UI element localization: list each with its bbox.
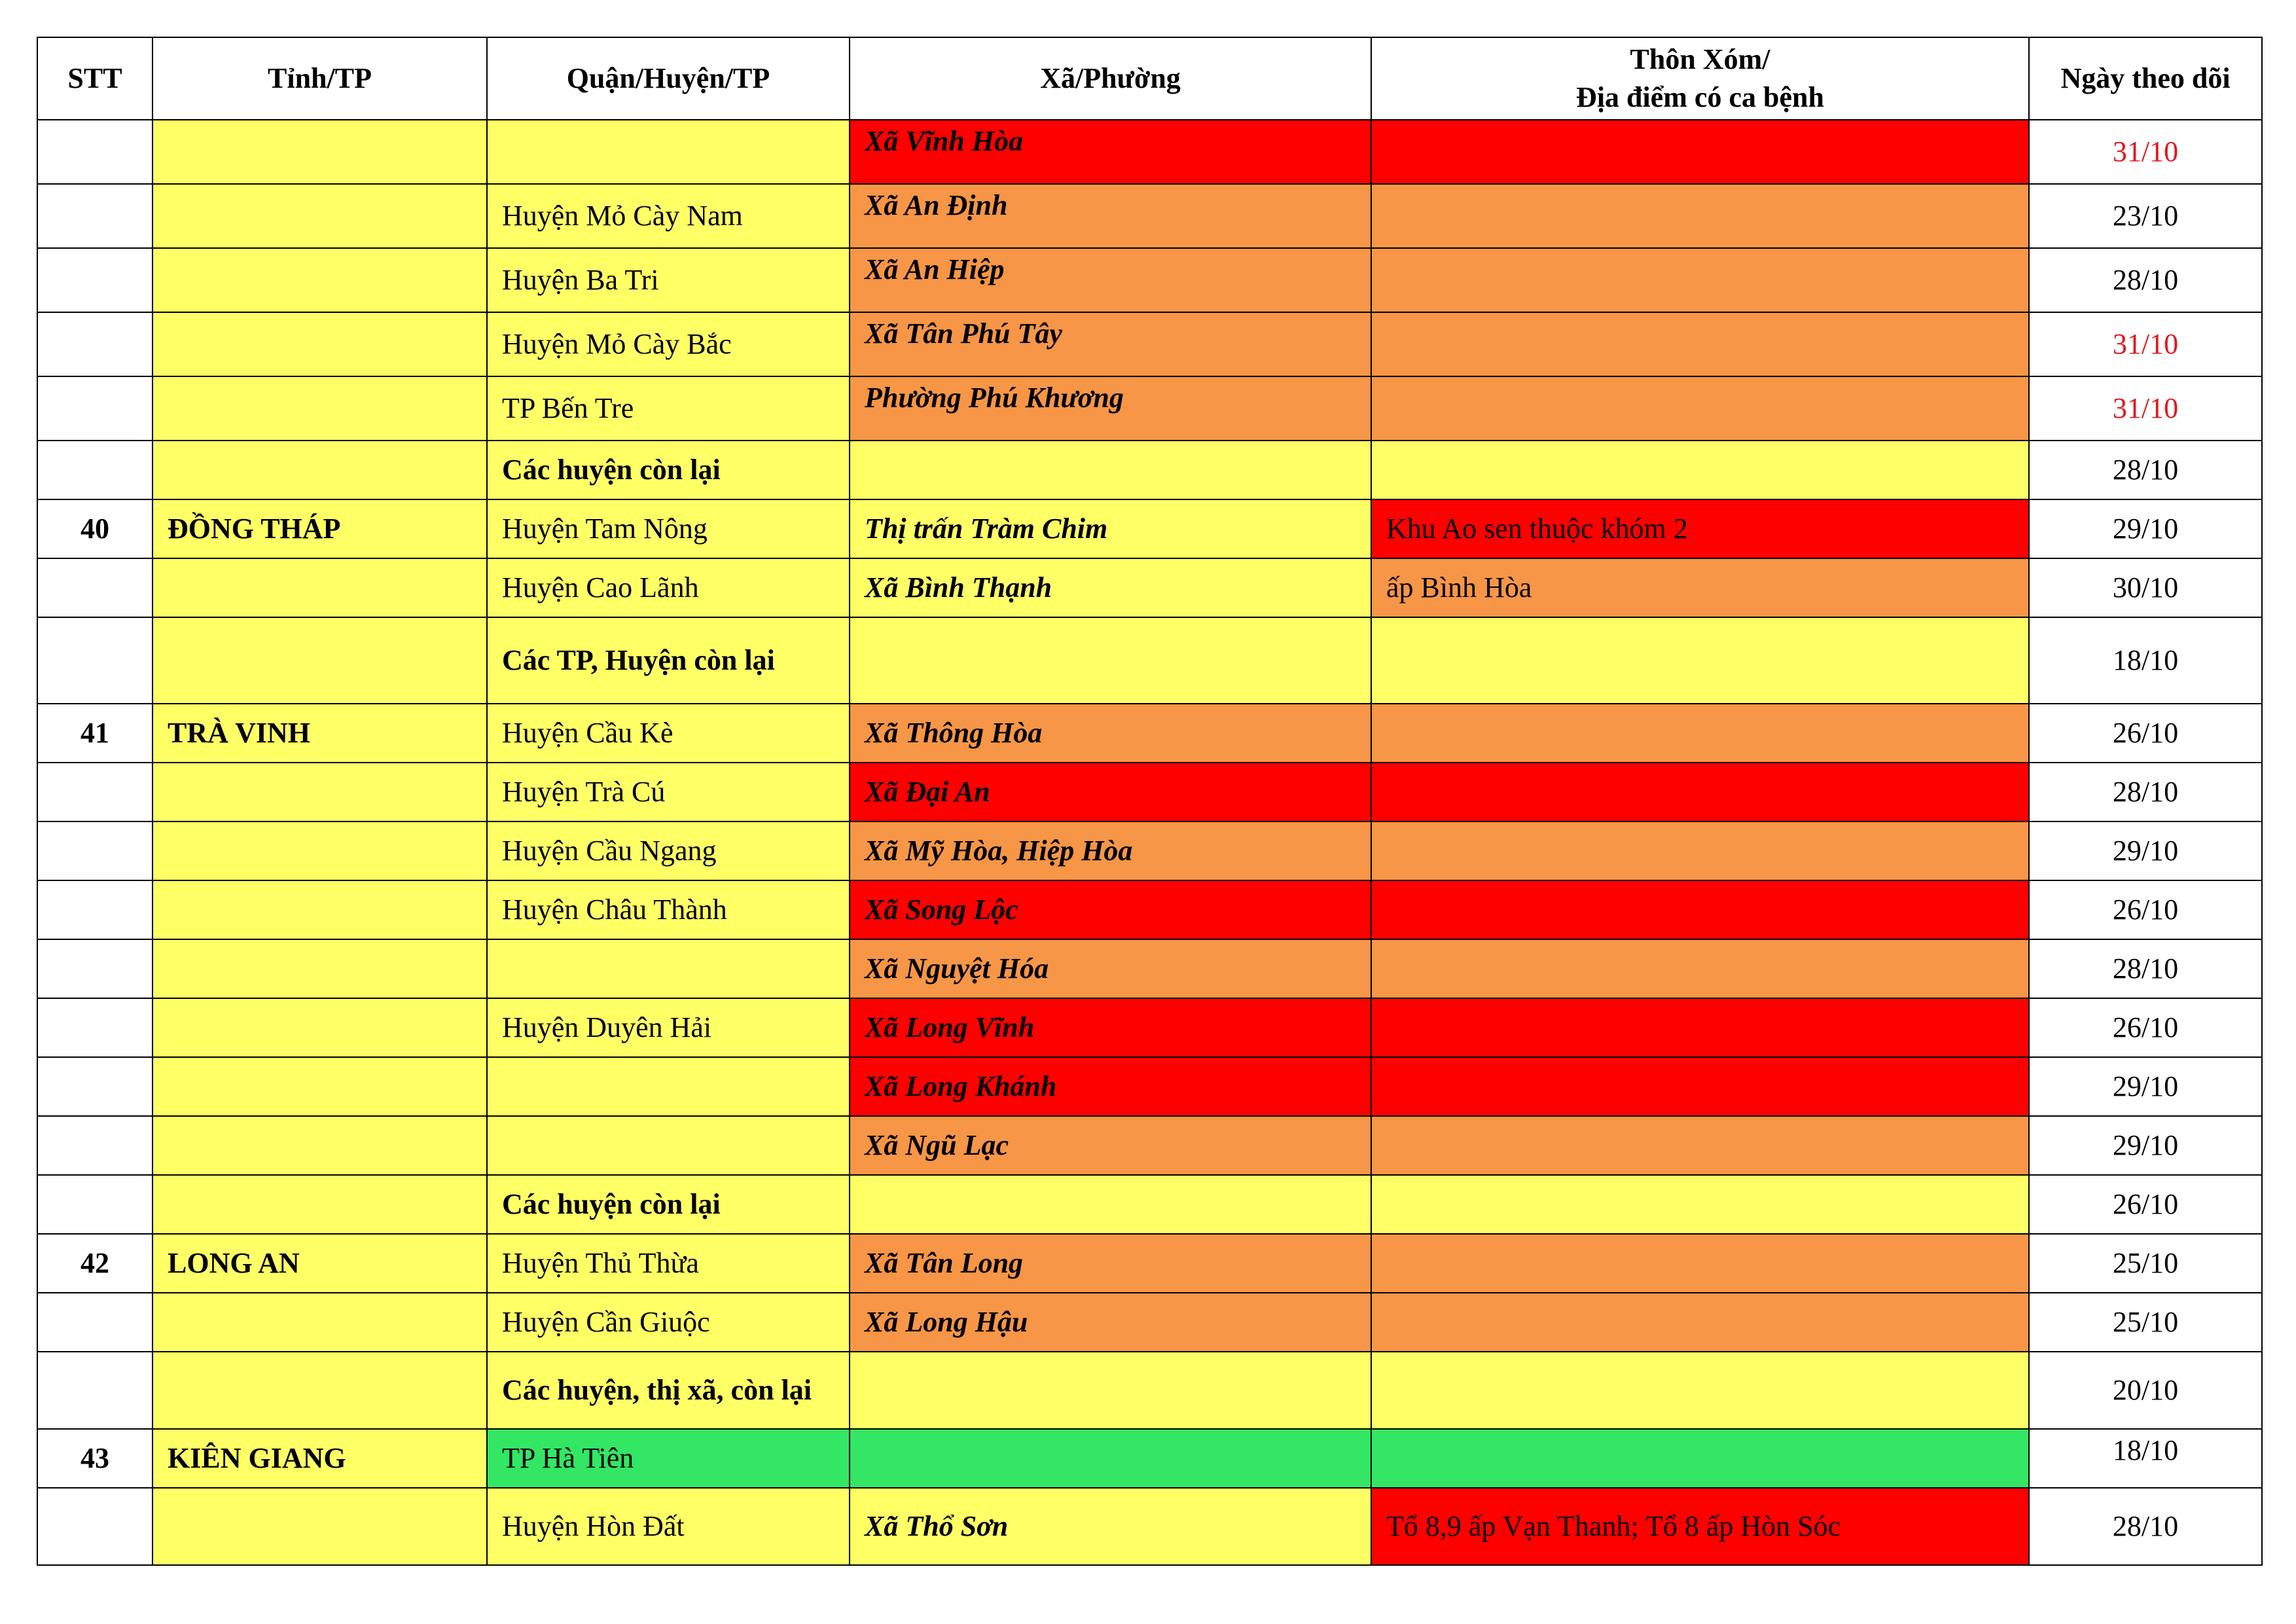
cell-xa: Xã Song Lộc (850, 880, 1371, 939)
cell-thon (1371, 998, 2029, 1057)
cell-thon (1371, 1175, 2029, 1234)
cell-xa (850, 1429, 1371, 1488)
cell-quan: Huyện Ba Tri (487, 248, 850, 312)
cell-quan: Huyện Thủ Thừa (487, 1234, 850, 1293)
cell-xa: Xã Thổ Sơn (850, 1488, 1371, 1565)
cell-thon (1371, 248, 2029, 312)
table-row (37, 312, 2262, 376)
cell-ngay: 29/10 (2029, 821, 2262, 880)
cell-tinh (152, 120, 487, 184)
cell-xa: Xã Long Vĩnh (850, 998, 1371, 1057)
table-row (37, 617, 2262, 704)
cell-xa: Xã Nguyệt Hóa (850, 939, 1371, 998)
cell-xa: Xã Long Hậu (850, 1293, 1371, 1352)
cell-stt (37, 1175, 152, 1234)
cell-ngay: 25/10 (2029, 1234, 2262, 1293)
cell-quan: Huyện Duyên Hải (487, 998, 850, 1057)
cell-ngay: 28/10 (2029, 248, 2262, 312)
cell-xa: Xã Thông Hòa (850, 704, 1371, 763)
cell-tinh: LONG AN (152, 1234, 487, 1293)
cell-thon: ấp Bình Hòa (1371, 558, 2029, 617)
cell-thon (1371, 1057, 2029, 1116)
table-row (37, 376, 2262, 441)
table-row (37, 821, 2262, 880)
table-row (37, 1293, 2262, 1352)
cell-thon (1371, 120, 2029, 184)
table-row (37, 1234, 2262, 1293)
cell-tinh (152, 763, 487, 821)
table-row (37, 704, 2262, 763)
cell-thon (1371, 1234, 2029, 1293)
cell-tinh (152, 1352, 487, 1429)
cell-xa (850, 441, 1371, 499)
cell-stt (37, 617, 152, 704)
header-thon-line1: Thôn Xóm/ (1630, 43, 1770, 75)
cell-xa: Xã Tân Long (850, 1234, 1371, 1293)
cell-xa: Xã Long Khánh (850, 1057, 1371, 1116)
cell-ngay: 28/10 (2029, 441, 2262, 499)
header-row (37, 37, 2262, 120)
cell-thon (1371, 1293, 2029, 1352)
cell-quan: TP Bến Tre (487, 376, 850, 441)
table-row (37, 1488, 2262, 1565)
cell-ngay: 29/10 (2029, 1116, 2262, 1175)
header-thon (1371, 37, 2029, 120)
table-row (37, 441, 2262, 499)
cell-tinh (152, 1488, 487, 1565)
cell-quan: Các huyện còn lại (487, 1175, 850, 1234)
cell-tinh (152, 1293, 487, 1352)
cell-quan: Huyện Mỏ Cày Bắc (487, 312, 850, 376)
cell-stt (37, 184, 152, 248)
cell-xa (850, 1352, 1371, 1429)
cell-stt (37, 120, 152, 184)
cell-stt (37, 248, 152, 312)
cell-quan: Huyện Tam Nông (487, 499, 850, 558)
cell-stt: 42 (37, 1234, 152, 1293)
table-row (37, 1429, 2262, 1488)
cell-tinh (152, 558, 487, 617)
header-tinh: Tỉnh/TP (152, 37, 487, 120)
cell-xa: Xã Mỹ Hòa, Hiệp Hòa (850, 821, 1371, 880)
cell-thon (1371, 763, 2029, 821)
cell-stt (37, 1116, 152, 1175)
cell-tinh (152, 312, 487, 376)
cell-thon (1371, 939, 2029, 998)
cell-thon (1371, 184, 2029, 248)
cell-stt (37, 880, 152, 939)
cell-stt: 41 (37, 704, 152, 763)
cell-quan: Huyện Cao Lãnh (487, 558, 850, 617)
header-ngay: Ngày theo dõi (2029, 37, 2262, 120)
cell-thon (1371, 1352, 2029, 1429)
cell-ngay: 31/10 (2029, 120, 2262, 184)
cell-thon (1371, 312, 2029, 376)
cell-ngay: 28/10 (2029, 939, 2262, 998)
cell-tinh (152, 184, 487, 248)
cell-ngay: 28/10 (2029, 763, 2262, 821)
cell-ngay: 18/10 (2029, 617, 2262, 704)
cell-quan (487, 939, 850, 998)
header-thon-line2: Địa điểm có ca bệnh (1576, 81, 1824, 113)
cell-ngay: 26/10 (2029, 998, 2262, 1057)
cell-quan: Các huyện còn lại (487, 441, 850, 499)
table-row (37, 184, 2262, 248)
cell-tinh (152, 939, 487, 998)
table-row (37, 880, 2262, 939)
cell-xa (850, 1175, 1371, 1234)
cell-stt (37, 558, 152, 617)
cell-ngay: 31/10 (2029, 376, 2262, 441)
cell-quan: Các TP, Huyện còn lại (487, 617, 850, 704)
cell-ngay: 26/10 (2029, 704, 2262, 763)
table-row (37, 248, 2262, 312)
cell-xa: Xã Đại An (850, 763, 1371, 821)
cell-thon (1371, 441, 2029, 499)
cell-stt (37, 998, 152, 1057)
cell-thon (1371, 1429, 2029, 1488)
table-row (37, 763, 2262, 821)
cell-xa: Xã Bình Thạnh (850, 558, 1371, 617)
cell-thon (1371, 821, 2029, 880)
cell-ngay: 20/10 (2029, 1352, 2262, 1429)
cell-thon: Tổ 8,9 ấp Vạn Thanh; Tổ 8 ấp Hòn Sóc (1371, 1488, 2029, 1565)
cell-thon (1371, 1116, 2029, 1175)
cell-tinh: TRÀ VINH (152, 704, 487, 763)
table-row (37, 998, 2262, 1057)
table-row (37, 1175, 2262, 1234)
cell-quan: Huyện Cần Giuộc (487, 1293, 850, 1352)
header-stt: STT (37, 37, 152, 120)
cell-xa: Phường Phú Khương (850, 376, 1371, 441)
cell-tinh (152, 617, 487, 704)
cell-ngay: 31/10 (2029, 312, 2262, 376)
cell-stt: 43 (37, 1429, 152, 1488)
header-quan: Quận/Huyện/TP (487, 37, 850, 120)
cell-tinh: ĐỒNG THÁP (152, 499, 487, 558)
cell-quan: Huyện Cầu Ngang (487, 821, 850, 880)
cell-quan: Huyện Châu Thành (487, 880, 850, 939)
cell-ngay: 23/10 (2029, 184, 2262, 248)
cell-stt (37, 441, 152, 499)
table-row (37, 120, 2262, 184)
cell-tinh (152, 1175, 487, 1234)
cell-tinh (152, 1116, 487, 1175)
cell-xa: Xã An Hiệp (850, 248, 1371, 312)
cell-quan (487, 120, 850, 184)
table-row (37, 558, 2262, 617)
cell-ngay: 28/10 (2029, 1488, 2262, 1565)
table-row (37, 499, 2262, 558)
cell-ngay: 30/10 (2029, 558, 2262, 617)
cell-stt (37, 939, 152, 998)
cell-thon: Khu Ao sen thuộc khóm 2 (1371, 499, 2029, 558)
cell-quan: Huyện Hòn Đất (487, 1488, 850, 1565)
cell-ngay: 18/10 (2029, 1429, 2262, 1488)
cell-stt (37, 1057, 152, 1116)
table-row (37, 1057, 2262, 1116)
cell-quan (487, 1116, 850, 1175)
cell-quan: Huyện Trà Cú (487, 763, 850, 821)
cell-xa: Xã Ngũ Lạc (850, 1116, 1371, 1175)
cell-ngay: 26/10 (2029, 1175, 2262, 1234)
cell-xa: Xã Tân Phú Tây (850, 312, 1371, 376)
cell-tinh (152, 441, 487, 499)
cell-xa: Xã An Định (850, 184, 1371, 248)
cell-stt (37, 312, 152, 376)
outbreak-table (37, 37, 2263, 1566)
cell-stt (37, 1352, 152, 1429)
cell-thon (1371, 704, 2029, 763)
cell-stt (37, 763, 152, 821)
cell-tinh: KIÊN GIANG (152, 1429, 487, 1488)
cell-thon (1371, 617, 2029, 704)
cell-tinh (152, 821, 487, 880)
cell-quan: Huyện Mỏ Cày Nam (487, 184, 850, 248)
cell-quan: Huyện Cầu Kè (487, 704, 850, 763)
cell-thon (1371, 376, 2029, 441)
cell-ngay: 25/10 (2029, 1293, 2262, 1352)
cell-stt (37, 821, 152, 880)
cell-ngay: 26/10 (2029, 880, 2262, 939)
cell-stt (37, 1293, 152, 1352)
cell-xa: Thị trấn Tràm Chim (850, 499, 1371, 558)
cell-quan: TP Hà Tiên (487, 1429, 850, 1488)
cell-tinh (152, 998, 487, 1057)
table-row (37, 939, 2262, 998)
cell-xa: Xã Vĩnh Hòa (850, 120, 1371, 184)
table-row (37, 1116, 2262, 1175)
cell-tinh (152, 1057, 487, 1116)
cell-tinh (152, 376, 487, 441)
cell-xa (850, 617, 1371, 704)
cell-thon (1371, 880, 2029, 939)
cell-tinh (152, 880, 487, 939)
table-row (37, 1352, 2262, 1429)
cell-ngay: 29/10 (2029, 1057, 2262, 1116)
cell-tinh (152, 248, 487, 312)
cell-quan: Các huyện, thị xã, còn lại (487, 1352, 850, 1429)
cell-stt (37, 376, 152, 441)
cell-stt: 40 (37, 499, 152, 558)
header-xa: Xã/Phường (850, 37, 1371, 120)
cell-stt (37, 1488, 152, 1565)
cell-ngay: 29/10 (2029, 499, 2262, 558)
cell-quan (487, 1057, 850, 1116)
